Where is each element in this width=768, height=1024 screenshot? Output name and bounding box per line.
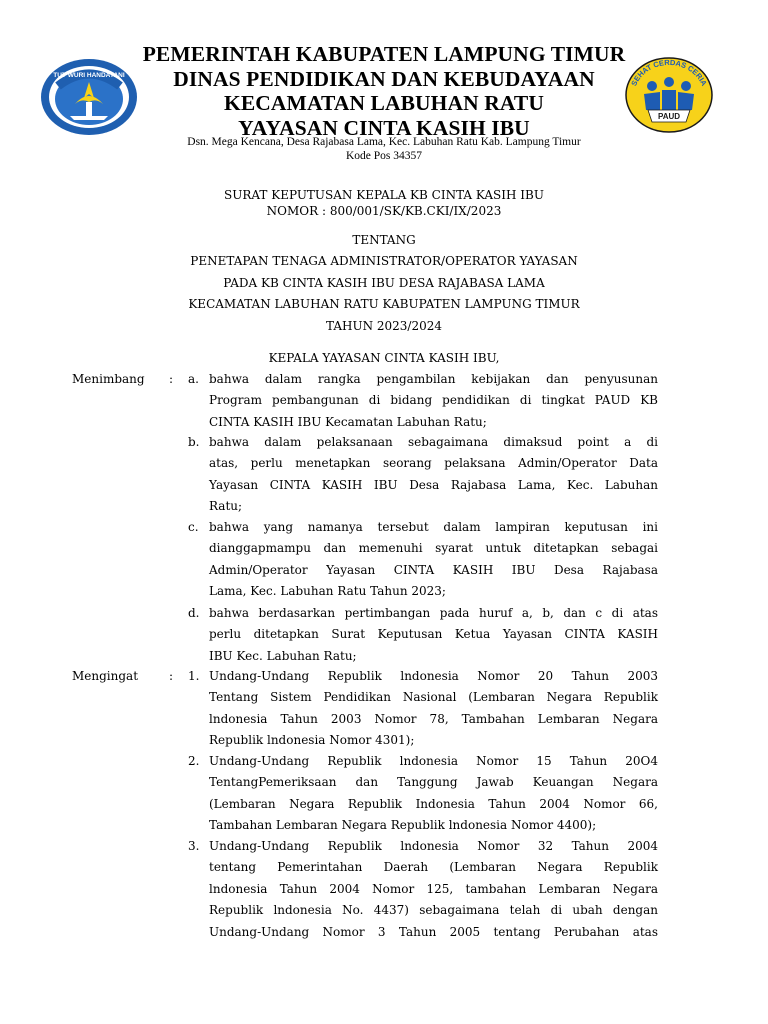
tentang-line-2: PADA KB CINTA KASIH IBU DESA RAJABASA LAMA — [223, 275, 545, 290]
tentang-heading: TENTANG — [352, 233, 416, 247]
text-line: CINTA KASIH IBU Kecamatan Labuhan Ratu; — [209, 414, 487, 429]
mengingat-label: Mengingat — [72, 669, 139, 683]
text-line: Admin/Operator Yayasan CINTA KASIH IBU Desa Rajabasa — [209, 562, 658, 577]
menimbang-colon: : — [169, 372, 174, 386]
text-line: perlu ditetapkan Surat Keputusan Ketua Yayasan CINTA KASIH — [209, 627, 658, 642]
logo-right-label: PAUD — [657, 112, 681, 121]
decree-title — [120, 188, 648, 219]
mengingat-3-marker: 3. — [188, 839, 200, 853]
letterhead-line-3: KECAMATAN LABUHAN RATU — [224, 91, 544, 115]
address-line-1: Dsn. Mega Kencana, Desa Rajabasa Lama, Kec. Labuhan Ratu Kab. Lampung Timur — [187, 136, 581, 148]
text-line: dianggapmampu dan memenuhi syarat untuk ditetapkan sebagai — [209, 541, 658, 556]
menimbang-a-text — [209, 369, 658, 433]
decree-title-line-1: SURAT KEPUTUSAN KEPALA KB CINTA KASIH IBU — [224, 188, 544, 202]
decree-number: NOMOR : 800/001/SK/KB.CKI/IX/2023 — [266, 203, 502, 218]
text-line: lndonesia Tahun 2003 Nomor 78, Tambahan Lembaran Negara — [209, 711, 658, 726]
tentang-block — [120, 230, 648, 337]
text-line: bahwa yang namanya tersebut dalam lampiran keputusan ini — [209, 520, 658, 534]
text-line: Tambahan Lembaran Negara Republik lndonesia Nomor 4400); — [209, 818, 597, 833]
text-line: tentang Pemerintahan Daerah (Lembaran Negara Republik — [209, 860, 658, 875]
mengingat-2-text — [209, 751, 658, 837]
kepala-yayasan-heading: KEPALA YAYASAN CINTA KASIH IBU, — [268, 351, 500, 365]
text-line: TentangPemeriksaan dan Tanggung Jawab Keuangan Negara — [209, 775, 658, 790]
logo-left-motto: TUT WURI HANDAYANI — [53, 72, 125, 79]
text-line: bahwa dalam rangka pengambilan kebijakan dan penyusunan — [209, 372, 658, 386]
text-line: Undang-Undang Republik lndonesia Nomor 20 Tahun 2003 — [209, 669, 658, 683]
address-line-2: Kode Pos 34357 — [345, 149, 423, 162]
menimbang-c-text — [209, 517, 658, 603]
text-line: IBU Kec. Labuhan Ratu; — [209, 648, 357, 663]
menimbang-label: Menimbang — [72, 372, 145, 386]
menimbang-d-text — [209, 603, 658, 667]
text-line: Republik lndonesia No. 4437) sebagaimana telah di ubah dengan — [209, 903, 658, 918]
text-line: (Lembaran Negara Republik Indonesia Tahun 2004 Nomor 66, — [209, 796, 658, 811]
logo-right-motto: SEHAT CERDAS CERIA — [629, 57, 709, 88]
text-line: lndonesia Tahun 2004 Nomor 125, tambahan Lembaran Negara — [209, 881, 658, 896]
letterhead-line-2: DINAS PENDIDIKAN DAN KEBUDAYAAN — [173, 66, 595, 91]
menimbang-c-marker: c. — [188, 520, 199, 534]
text-line: Yayasan CINTA KASIH IBU Desa Rajabasa Lama, Kec. Labuhan — [209, 477, 658, 492]
mengingat-colon: : — [169, 669, 174, 683]
letterhead-address — [120, 136, 648, 163]
letterhead-line-4: YAYASAN CINTA KASIH IBU — [238, 115, 530, 140]
mengingat-2-marker: 2. — [188, 754, 200, 768]
menimbang-b-marker: b. — [188, 435, 200, 449]
tentang-line-4: TAHUN 2023/2024 — [325, 318, 443, 333]
paud-logo — [624, 56, 714, 134]
menimbang-a-marker: a. — [188, 372, 199, 386]
letterhead — [120, 42, 648, 140]
text-line: Undang-Undang Republik lndonesia Nomor 32 Tahun 2004 — [209, 839, 658, 853]
text-line: Ratu; — [209, 499, 243, 514]
text-line: Undang-Undang Republik lndonesia Nomor 15 Tahun 20O4 — [209, 754, 658, 768]
text-line: Undang-Undang Nomor 3 Tahun 2005 tentang Perubahan atas — [209, 924, 658, 939]
text-line: bahwa berdasarkan pertimbangan pada huruf a, b, dan c di atas — [209, 606, 658, 620]
text-line: Tentang Sistem Pendidikan Nasional (Lembaran Negara Republik — [209, 690, 658, 705]
text-line: atas, perlu menetapkan seorang pelaksana Admin/Operator Data — [209, 456, 658, 471]
mengingat-1-marker: 1. — [188, 669, 200, 683]
letterhead-line-1: PEMERINTAH KABUPATEN LAMPUNG TIMUR — [142, 42, 626, 66]
mengingat-3-text — [209, 836, 658, 943]
text-line: bahwa dalam pelaksanaan sebagaimana dimaksud point a di — [209, 435, 658, 449]
menimbang-d-marker: d. — [188, 606, 200, 620]
text-line: Republik lndonesia Nomor 4301); — [209, 733, 415, 748]
text-line: Lama, Kec. Labuhan Ratu Tahun 2023; — [209, 584, 446, 599]
menimbang-b-text — [209, 432, 658, 518]
mengingat-1-text — [209, 666, 658, 752]
text-line: Program pembangunan di bidang pendidikan di tingkat PAUD KB — [209, 393, 658, 408]
tentang-line-3: KECAMATAN LABUHAN RATU KABUPATEN LAMPUNG TIMUR — [188, 297, 580, 312]
tentang-line-1: PENETAPAN TENAGA ADMINISTRATOR/OPERATOR YAYASAN — [190, 254, 578, 269]
